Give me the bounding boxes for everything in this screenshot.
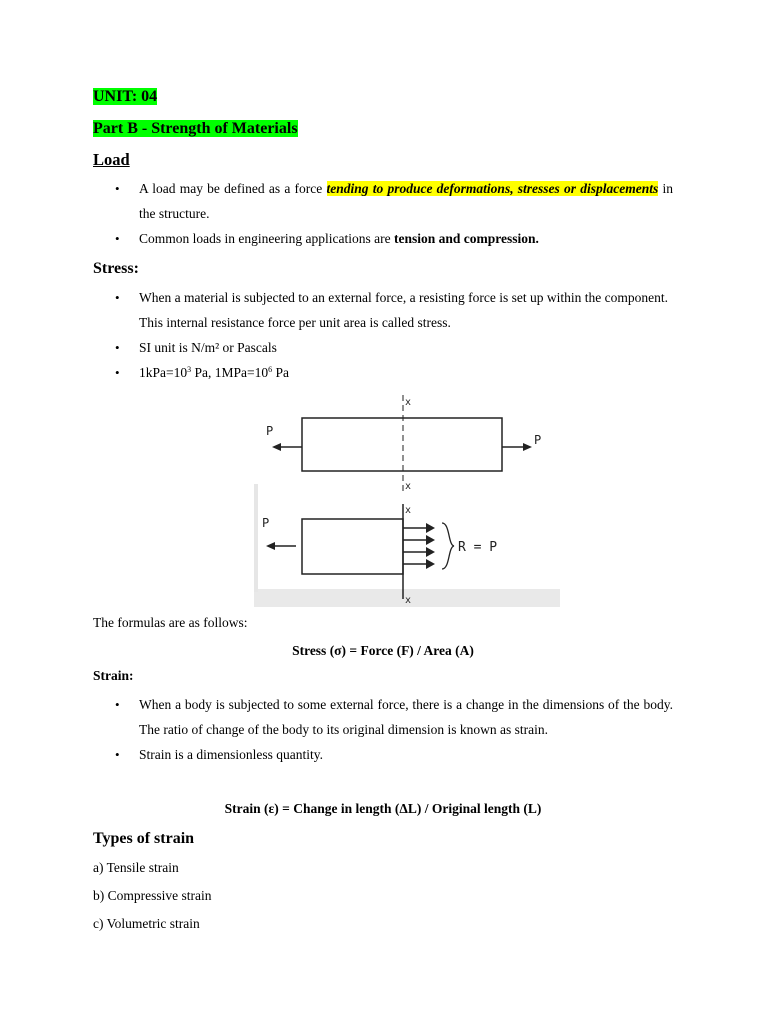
label-x-mid: x xyxy=(405,481,412,492)
load-bullet-1-text: A load may be defined as a force xyxy=(139,181,327,196)
load-bullet-2-text: Common loads in engineering applications are xyxy=(139,231,394,246)
stress-heading: Stress: xyxy=(93,260,139,277)
stress-diagram-svg xyxy=(254,389,560,607)
load-section xyxy=(93,176,673,251)
load-bullet-1-tail: in the structure. xyxy=(139,181,673,221)
exponent-6: 6 xyxy=(268,365,273,374)
label-p-bottom-left: P xyxy=(262,516,270,530)
stress-bullet-2-text: SI unit is N/m² or Pascals xyxy=(139,340,277,355)
unit-title-block xyxy=(93,88,157,106)
strain-bullet-2-text: Strain is a dimensionless quantity. xyxy=(139,747,323,762)
strain-list xyxy=(93,692,673,767)
strain-section xyxy=(93,692,673,767)
type-item-compressive: b) Compressive strain xyxy=(93,888,212,903)
load-bullet-2-bold: tension and compression. xyxy=(393,231,539,246)
stress-bullet-1 xyxy=(93,285,673,335)
stress-formula: Stress (σ) = Force (F) / Area (A) xyxy=(292,643,474,658)
types-heading: Types of strain xyxy=(93,830,195,847)
stress-diagram xyxy=(254,389,560,612)
unit-pa-text: Pa xyxy=(272,365,289,380)
unit-title: UNIT: 04 xyxy=(93,88,158,105)
label-x-bottom-bottom: x xyxy=(405,595,412,606)
type-item-volumetric: c) Volumetric strain xyxy=(93,916,200,931)
strain-heading: Strain: xyxy=(93,668,134,683)
load-list xyxy=(93,176,673,251)
load-bullet-1 xyxy=(93,176,673,226)
unit-kpa-text: 1kPa=10 xyxy=(139,365,188,380)
strain-bullet-1-text: When a body is subjected to some external force, there is a change in the dimensions of the body. The ratio of change of the body to its original dimension is known as strain. xyxy=(139,697,673,737)
load-bullet-1-highlight: tending to produce deformations, stresses or displacements xyxy=(326,181,659,196)
label-x-bottom-top: x xyxy=(405,505,412,516)
unit-mpa-text: Pa, 1MPa=10 xyxy=(191,365,269,380)
figure-left-edge xyxy=(254,484,258,592)
label-x-top: x xyxy=(405,397,412,408)
label-r-equals-p: R = P xyxy=(458,540,498,555)
load-heading: Load xyxy=(93,150,130,169)
stress-list xyxy=(93,285,673,385)
load-bullet-2 xyxy=(93,226,673,251)
formulas-intro: The formulas are as follows: xyxy=(93,615,248,630)
strain-formula: Strain (ε) = Change in length (ΔL) / Original length (L) xyxy=(224,801,542,816)
strain-bullet-2 xyxy=(93,742,673,767)
stress-section xyxy=(93,285,673,385)
part-title-block xyxy=(93,120,298,138)
strain-bullet-1 xyxy=(93,692,673,742)
stress-bullet-2 xyxy=(93,335,673,360)
stress-bullet-3 xyxy=(93,360,673,385)
label-p-top-left: P xyxy=(266,424,274,438)
label-p-top-right: P xyxy=(534,433,542,447)
exponent-3: 3 xyxy=(187,365,192,374)
stress-bullet-1-text: When a material is subjected to an external force, a resisting force is set up within the component. This internal resistance force per unit area is called stress. xyxy=(139,290,668,330)
part-title: Part B - Strength of Materials xyxy=(93,120,298,137)
type-item-tensile: a) Tensile strain xyxy=(93,860,179,875)
